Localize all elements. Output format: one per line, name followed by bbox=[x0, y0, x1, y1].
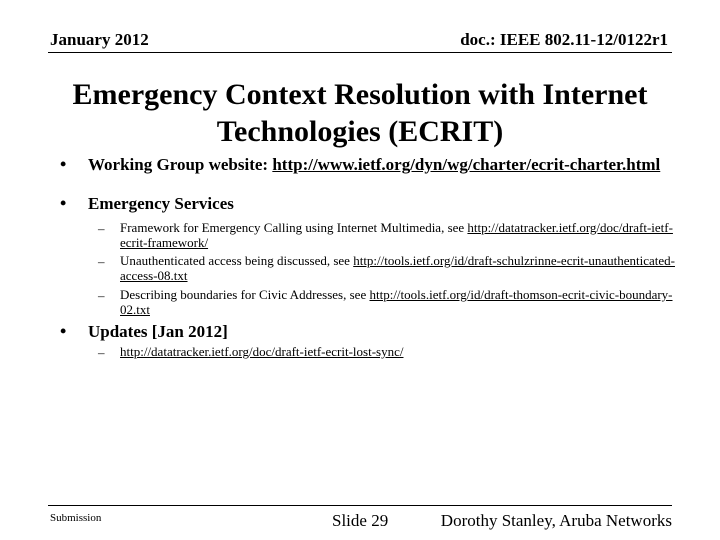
header-doc-id: doc.: IEEE 802.11-12/0122r1 bbox=[460, 30, 668, 49]
slide-title: Emergency Context Resolution with Internet Technologies (ECRIT) bbox=[72, 78, 648, 148]
sub-item-lost-sync bbox=[120, 345, 675, 360]
bullet-updates: Updates [Jan 2012] bbox=[88, 322, 228, 341]
sub-item-text: Unauthenticated access being discussed, see bbox=[120, 253, 354, 268]
sub-item-framework bbox=[120, 221, 675, 250]
sub-item-civic-boundaries bbox=[120, 288, 675, 317]
bullet-icon: • bbox=[60, 193, 67, 213]
dash-icon: – bbox=[98, 345, 105, 360]
framework-link[interactable]: http://datatracker.ietf.org/doc/draft-ietf-ecrit-framework/ bbox=[120, 220, 673, 250]
header-date: January 2012 bbox=[50, 30, 149, 49]
working-group-label: Working Group website: bbox=[88, 155, 273, 174]
footer-divider bbox=[48, 505, 672, 506]
dash-icon: – bbox=[98, 288, 105, 303]
sub-item-unauthenticated bbox=[120, 254, 675, 283]
sub-item-text: Framework for Emergency Calling using Internet Multimedia, see bbox=[120, 220, 468, 235]
working-group-link[interactable]: http://www.ietf.org/dyn/wg/charter/ecrit-charter.html bbox=[272, 155, 661, 174]
footer-submission: Submission bbox=[50, 512, 102, 524]
bullet-icon: • bbox=[60, 321, 67, 341]
header-divider bbox=[48, 52, 672, 53]
dash-icon: – bbox=[98, 254, 105, 269]
footer-author: Dorothy Stanley, Aruba Networks bbox=[440, 511, 672, 530]
bullet-icon: • bbox=[60, 154, 67, 174]
unauthenticated-access-link[interactable]: http://tools.ietf.org/id/draft-schulzrinne-ecrit-unauthenticated-access-08.txt bbox=[120, 253, 675, 283]
bullet-working-group bbox=[88, 156, 678, 174]
lost-sync-link[interactable]: http://datatracker.ietf.org/doc/draft-ietf-ecrit-lost-sync/ bbox=[120, 344, 404, 359]
footer-slide-number: Slide 29 bbox=[332, 511, 389, 530]
dash-icon: – bbox=[98, 221, 105, 236]
civic-boundary-link[interactable]: http://tools.ietf.org/id/draft-thomson-ecrit-civic-boundary-02.txt bbox=[120, 287, 673, 317]
bullet-emergency-services: Emergency Services bbox=[88, 194, 234, 213]
sub-item-text: Describing boundaries for Civic Addresses, see bbox=[120, 287, 370, 302]
